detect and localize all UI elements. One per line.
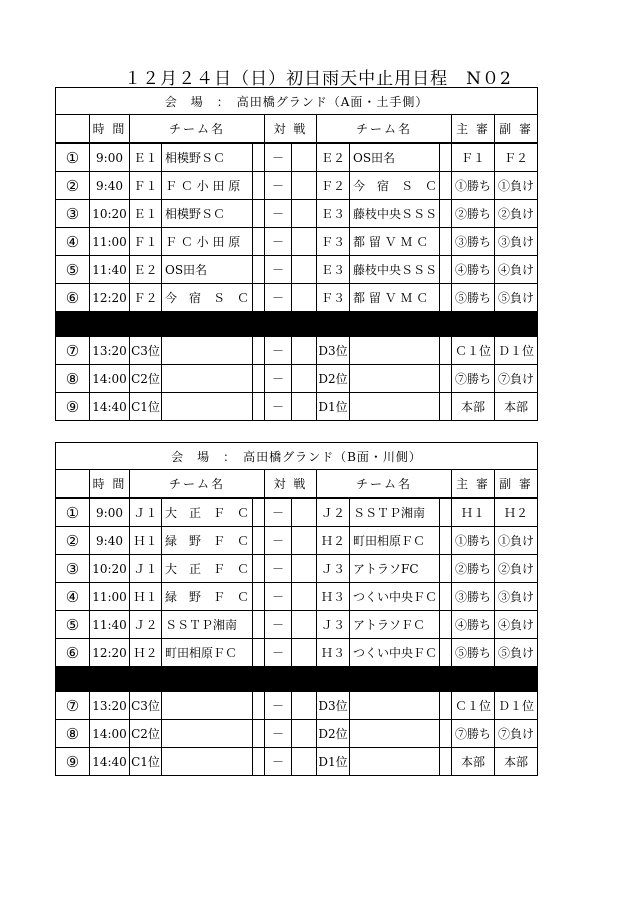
match-number: ⑧	[56, 720, 90, 748]
match-time: 12:20	[90, 284, 130, 312]
team-b-name	[350, 692, 440, 720]
match-row	[56, 555, 538, 583]
assistant-referee: 本部	[495, 393, 538, 421]
assistant-referee: Ｈ２	[495, 498, 538, 527]
match-time: 14:00	[90, 720, 130, 748]
team-b-spacer	[440, 527, 452, 555]
header-team-a: チーム名	[130, 115, 265, 144]
match-number: ②	[56, 527, 90, 555]
team-a-name	[162, 337, 253, 365]
team-b-code: Ｆ３	[317, 228, 350, 256]
header-no	[56, 470, 90, 499]
match-number: ⑨	[56, 393, 90, 421]
team-b-name: 藤枝中央ＳＳＳ	[350, 256, 440, 284]
versus-spacer	[292, 284, 317, 312]
team-b-spacer	[440, 639, 452, 667]
team-a-spacer	[253, 256, 265, 284]
team-b-name	[350, 365, 440, 393]
versus-dash: －	[265, 692, 292, 720]
team-a-name	[162, 748, 253, 776]
team-a-code: Ｊ１	[130, 498, 162, 527]
versus-dash: －	[265, 256, 292, 284]
match-time: 9:40	[90, 172, 130, 200]
team-a-spacer	[253, 748, 265, 776]
match-number: ②	[56, 172, 90, 200]
versus-spacer	[292, 639, 317, 667]
assistant-referee: ④負け	[495, 611, 538, 639]
versus-spacer	[292, 583, 317, 611]
team-a-code: C1位	[130, 393, 162, 421]
versus-dash: －	[265, 555, 292, 583]
team-a-name: ＳＳＴＰ湘南	[162, 611, 253, 639]
team-b-spacer	[440, 284, 452, 312]
assistant-referee: Ｄ１位	[495, 337, 538, 365]
assistant-referee: ①負け	[495, 527, 538, 555]
team-b-name: つくい中央ＦＣ	[350, 639, 440, 667]
team-b-spacer	[440, 228, 452, 256]
team-b-spacer	[440, 337, 452, 365]
versus-spacer	[292, 498, 317, 527]
match-time: 9:00	[90, 498, 130, 527]
match-row	[56, 498, 538, 527]
match-row	[56, 611, 538, 639]
team-a-name: 緑 野 Ｆ Ｃ	[162, 527, 253, 555]
match-time: 11:40	[90, 611, 130, 639]
team-b-spacer	[440, 256, 452, 284]
versus-spacer	[292, 527, 317, 555]
versus-dash: －	[265, 611, 292, 639]
team-b-code: D3位	[317, 692, 350, 720]
match-row	[56, 284, 538, 312]
venue-row	[56, 443, 538, 470]
versus-dash: －	[265, 228, 292, 256]
versus-spacer	[292, 365, 317, 393]
versus-dash: －	[265, 583, 292, 611]
assistant-referee: ③負け	[495, 228, 538, 256]
team-b-code: D3位	[317, 337, 350, 365]
versus-dash: －	[265, 498, 292, 527]
header-row	[56, 115, 538, 144]
assistant-referee: ③負け	[495, 583, 538, 611]
match-time: 10:20	[90, 555, 130, 583]
referee: ⑤勝ち	[452, 639, 495, 667]
match-time: 14:40	[90, 393, 130, 421]
team-b-spacer	[440, 365, 452, 393]
assistant-referee: ⑦負け	[495, 720, 538, 748]
team-b-code: Ｆ３	[317, 284, 350, 312]
team-b-name	[350, 748, 440, 776]
team-b-spacer	[440, 172, 452, 200]
match-time: 11:00	[90, 583, 130, 611]
match-number: ⑤	[56, 611, 90, 639]
team-a-spacer	[253, 555, 265, 583]
versus-dash: －	[265, 639, 292, 667]
header-team-b: チーム名	[317, 470, 452, 499]
team-b-name: 都 留 Ｖ Ｍ Ｃ	[350, 284, 440, 312]
team-b-code: Ｆ２	[317, 172, 350, 200]
team-b-spacer	[440, 748, 452, 776]
versus-dash: －	[265, 284, 292, 312]
separator-row	[56, 667, 538, 692]
team-a-code: Ｅ１	[130, 200, 162, 228]
team-b-code: Ｅ２	[317, 143, 350, 172]
match-number: ⑦	[56, 692, 90, 720]
team-b-name: 藤枝中央ＳＳＳ	[350, 200, 440, 228]
header-assistant: 副 審	[495, 115, 538, 144]
referee: ④勝ち	[452, 256, 495, 284]
team-b-code: Ｊ３	[317, 611, 350, 639]
match-time: 14:00	[90, 365, 130, 393]
team-a-name: 緑 野 Ｆ Ｃ	[162, 583, 253, 611]
team-a-spacer	[253, 692, 265, 720]
assistant-referee: 本部	[495, 748, 538, 776]
team-a-spacer	[253, 583, 265, 611]
team-b-name: 都 留 Ｖ Ｍ Ｃ	[350, 228, 440, 256]
team-b-spacer	[440, 583, 452, 611]
team-a-name: 大 正 Ｆ Ｃ	[162, 498, 253, 527]
match-row	[56, 365, 538, 393]
team-a-code: Ｆ１	[130, 172, 162, 200]
referee: ⑦勝ち	[452, 720, 495, 748]
venue-row	[56, 88, 538, 115]
team-b-name: OS田名	[350, 143, 440, 172]
referee: ③勝ち	[452, 583, 495, 611]
versus-spacer	[292, 692, 317, 720]
versus-spacer	[292, 200, 317, 228]
referee: ①勝ち	[452, 527, 495, 555]
versus-spacer	[292, 720, 317, 748]
team-b-name: つくい中央ＦＣ	[350, 583, 440, 611]
team-a-code: C3位	[130, 692, 162, 720]
team-b-code: D1位	[317, 393, 350, 421]
team-b-spacer	[440, 393, 452, 421]
header-time: 時 間	[90, 115, 130, 144]
match-number: ③	[56, 555, 90, 583]
match-row	[56, 692, 538, 720]
team-b-code: D1位	[317, 748, 350, 776]
page-title: １２月２４日（日）初日雨天中止用日程 N０2	[124, 69, 512, 89]
match-row	[56, 143, 538, 172]
match-row	[56, 337, 538, 365]
assistant-referee: ①負け	[495, 172, 538, 200]
team-b-code: D2位	[317, 365, 350, 393]
referee: ④勝ち	[452, 611, 495, 639]
team-b-name: 今 宿 Ｓ Ｃ	[350, 172, 440, 200]
match-number: ①	[56, 143, 90, 172]
team-a-spacer	[253, 200, 265, 228]
team-a-spacer	[253, 611, 265, 639]
team-a-spacer	[253, 172, 265, 200]
team-a-spacer	[253, 284, 265, 312]
team-b-code: Ｈ３	[317, 583, 350, 611]
team-a-spacer	[253, 143, 265, 172]
team-b-name: アトラソＦＣ	[350, 611, 440, 639]
team-a-spacer	[253, 720, 265, 748]
versus-dash: －	[265, 143, 292, 172]
referee: Ｃ１位	[452, 692, 495, 720]
match-row	[56, 527, 538, 555]
team-a-code: Ｈ１	[130, 527, 162, 555]
team-a-code: Ｊ１	[130, 555, 162, 583]
team-b-name	[350, 393, 440, 421]
team-a-name	[162, 720, 253, 748]
team-b-spacer	[440, 143, 452, 172]
team-b-name: アトラソFC	[350, 555, 440, 583]
team-b-name: ＳＳＴＰ湘南	[350, 498, 440, 527]
match-row	[56, 583, 538, 611]
header-referee: 主 審	[452, 115, 495, 144]
header-vs: 対 戦	[265, 470, 317, 499]
header-no	[56, 115, 90, 144]
team-a-name: 相模野ＳＣ	[162, 200, 253, 228]
team-b-spacer	[440, 200, 452, 228]
match-row	[56, 393, 538, 421]
match-number: ⑦	[56, 337, 90, 365]
venue-name: 会 場 ： 高田橋グランド（A面・土手側）	[56, 88, 538, 115]
referee: Ｃ１位	[452, 337, 495, 365]
versus-dash: －	[265, 748, 292, 776]
match-number: ①	[56, 498, 90, 527]
versus-dash: －	[265, 720, 292, 748]
versus-dash: －	[265, 337, 292, 365]
team-a-code: C3位	[130, 337, 162, 365]
team-a-code: C2位	[130, 720, 162, 748]
versus-dash: －	[265, 365, 292, 393]
referee: Ｈ１	[452, 498, 495, 527]
assistant-referee: ⑤負け	[495, 639, 538, 667]
team-b-spacer	[440, 555, 452, 583]
team-a-code: Ｊ２	[130, 611, 162, 639]
team-b-code: D2位	[317, 720, 350, 748]
versus-spacer	[292, 172, 317, 200]
team-b-code: Ｅ３	[317, 256, 350, 284]
team-a-spacer	[253, 337, 265, 365]
referee: ③勝ち	[452, 228, 495, 256]
versus-spacer	[292, 228, 317, 256]
assistant-referee: ⑦負け	[495, 365, 538, 393]
header-assistant: 副 審	[495, 470, 538, 499]
referee: ⑤勝ち	[452, 284, 495, 312]
match-row	[56, 748, 538, 776]
versus-dash: －	[265, 172, 292, 200]
team-a-spacer	[253, 527, 265, 555]
team-a-name	[162, 393, 253, 421]
team-b-code: Ｈ３	[317, 639, 350, 667]
team-a-spacer	[253, 228, 265, 256]
team-a-code: C1位	[130, 748, 162, 776]
match-time: 9:00	[90, 143, 130, 172]
referee: 本部	[452, 748, 495, 776]
versus-spacer	[292, 256, 317, 284]
schedule-table-a	[55, 87, 538, 421]
team-a-spacer	[253, 639, 265, 667]
team-a-code: Ｆ１	[130, 228, 162, 256]
header-vs: 対 戦	[265, 115, 317, 144]
referee: ②勝ち	[452, 200, 495, 228]
assistant-referee: ⑤負け	[495, 284, 538, 312]
team-a-name: Ｆ Ｃ 小 田 原	[162, 228, 253, 256]
match-time: 13:20	[90, 337, 130, 365]
versus-spacer	[292, 143, 317, 172]
team-b-code: Ｊ３	[317, 555, 350, 583]
team-b-name: 町田相原ＦＣ	[350, 527, 440, 555]
team-b-name	[350, 720, 440, 748]
versus-dash: －	[265, 527, 292, 555]
team-a-name: 相模野ＳＣ	[162, 143, 253, 172]
header-referee: 主 審	[452, 470, 495, 499]
referee: 本部	[452, 393, 495, 421]
header-team-a: チーム名	[130, 470, 265, 499]
team-a-name: 町田相原ＦＣ	[162, 639, 253, 667]
venue-name: 会 場 ： 高田橋グランド（B面・川側）	[56, 443, 538, 470]
schedule-table-b	[55, 442, 538, 776]
match-row	[56, 256, 538, 284]
team-b-spacer	[440, 692, 452, 720]
team-b-code: Ｅ３	[317, 200, 350, 228]
match-time: 11:40	[90, 256, 130, 284]
versus-spacer	[292, 393, 317, 421]
team-a-code: C2位	[130, 365, 162, 393]
match-row	[56, 639, 538, 667]
match-time: 10:20	[90, 200, 130, 228]
team-b-spacer	[440, 498, 452, 527]
match-number: ④	[56, 228, 90, 256]
team-a-code: Ｆ２	[130, 284, 162, 312]
versus-spacer	[292, 748, 317, 776]
team-a-code: Ｅ１	[130, 143, 162, 172]
assistant-referee: ④負け	[495, 256, 538, 284]
match-time: 14:40	[90, 748, 130, 776]
team-b-spacer	[440, 720, 452, 748]
team-a-name: OS田名	[162, 256, 253, 284]
team-b-code: Ｈ２	[317, 527, 350, 555]
match-row	[56, 720, 538, 748]
match-number: ⑤	[56, 256, 90, 284]
team-a-code: Ｈ１	[130, 583, 162, 611]
assistant-referee: Ｆ２	[495, 143, 538, 172]
versus-spacer	[292, 337, 317, 365]
team-a-name: Ｆ Ｃ 小 田 原	[162, 172, 253, 200]
versus-dash: －	[265, 393, 292, 421]
assistant-referee: ②負け	[495, 555, 538, 583]
match-number: ⑧	[56, 365, 90, 393]
team-a-spacer	[253, 498, 265, 527]
team-b-spacer	[440, 611, 452, 639]
match-number: ⑥	[56, 639, 90, 667]
match-number: ⑨	[56, 748, 90, 776]
team-a-name: 今 宿 Ｓ Ｃ	[162, 284, 253, 312]
team-a-name: 大 正 Ｆ Ｃ	[162, 555, 253, 583]
team-a-code: Ｅ２	[130, 256, 162, 284]
assistant-referee: Ｄ１位	[495, 692, 538, 720]
header-team-b: チーム名	[317, 115, 452, 144]
match-time: 13:20	[90, 692, 130, 720]
match-row	[56, 172, 538, 200]
team-a-name	[162, 692, 253, 720]
match-number: ④	[56, 583, 90, 611]
match-time: 12:20	[90, 639, 130, 667]
separator-row	[56, 312, 538, 337]
match-row	[56, 228, 538, 256]
team-a-spacer	[253, 365, 265, 393]
match-time: 9:40	[90, 527, 130, 555]
separator-bar	[56, 667, 538, 692]
match-row	[56, 200, 538, 228]
versus-spacer	[292, 555, 317, 583]
match-number: ③	[56, 200, 90, 228]
team-a-code: Ｈ２	[130, 639, 162, 667]
team-a-spacer	[253, 393, 265, 421]
team-a-name	[162, 365, 253, 393]
referee: ⑦勝ち	[452, 365, 495, 393]
referee: Ｆ１	[452, 143, 495, 172]
versus-spacer	[292, 611, 317, 639]
team-b-name	[350, 337, 440, 365]
match-number: ⑥	[56, 284, 90, 312]
header-row	[56, 470, 538, 499]
referee: ②勝ち	[452, 555, 495, 583]
match-time: 11:00	[90, 228, 130, 256]
assistant-referee: ②負け	[495, 200, 538, 228]
separator-bar	[56, 312, 538, 337]
versus-dash: －	[265, 200, 292, 228]
team-b-code: Ｊ２	[317, 498, 350, 527]
header-time: 時 間	[90, 470, 130, 499]
referee: ①勝ち	[452, 172, 495, 200]
